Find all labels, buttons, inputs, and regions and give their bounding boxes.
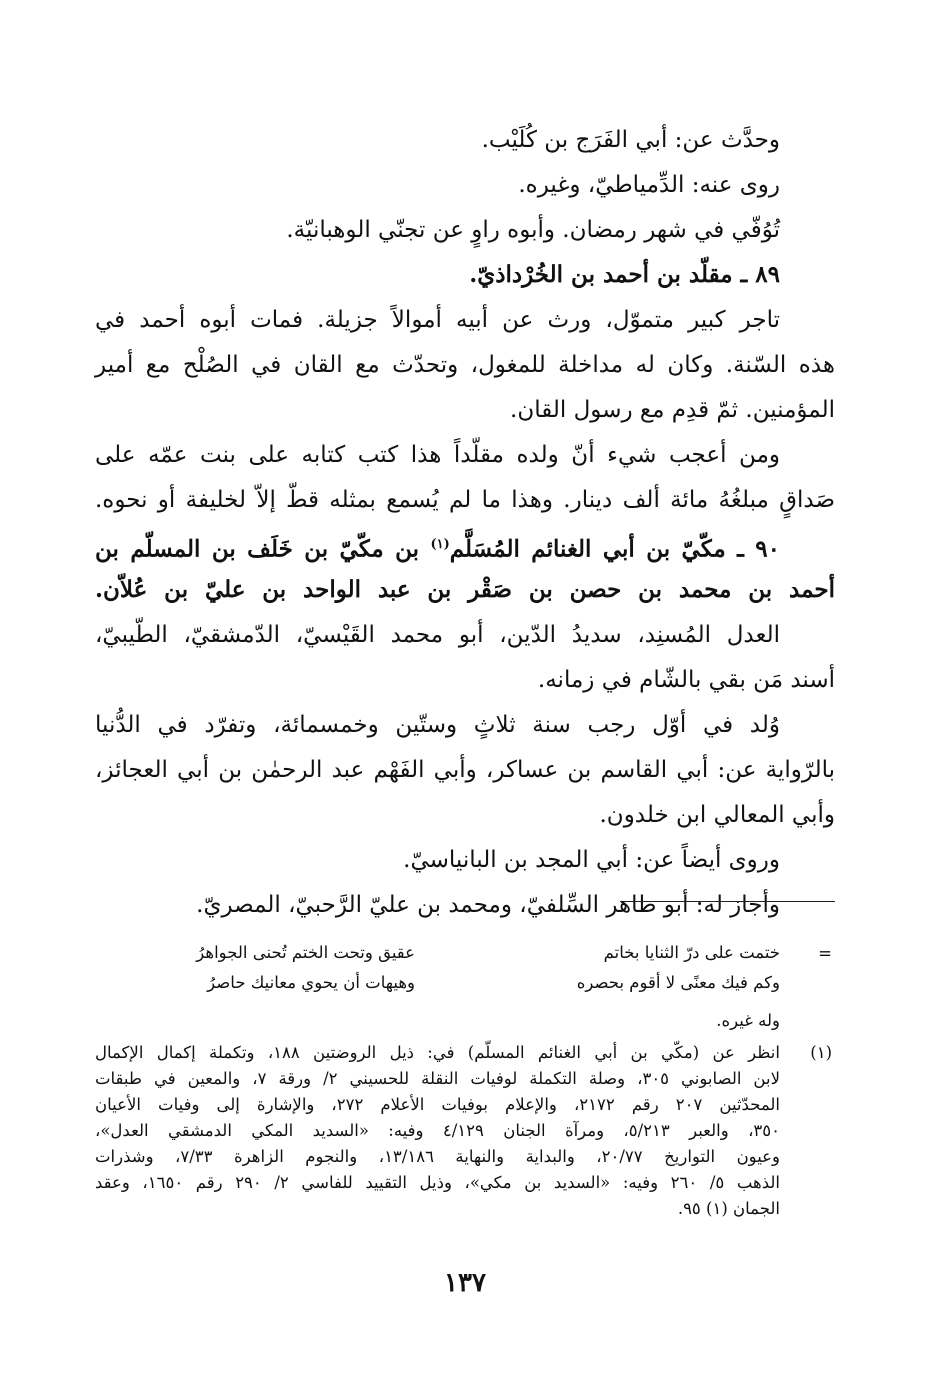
verse-hemistich: عقيق وتحت الختم تُحنى الجواهرُ — [196, 943, 415, 962]
verse-hemistich: وكم فيك معنًى لا أقوم بحصره — [576, 973, 780, 992]
page-number: ١٣٧ — [444, 1268, 486, 1298]
footnote-line: لابن الصابوني ٣٠٥، وصلة التكملة لوفيات النقلة للحسيني ٢/ ورقة ٧، والمعين في طبقات — [95, 1069, 780, 1088]
text-line: أسند مَن بقي بالشّام في زمانه. — [537, 667, 835, 693]
footnote-number: (١) — [810, 1043, 832, 1062]
entry-heading-90 — [95, 527, 780, 568]
verse-hemistich: وهيهات أن يحوي معانيك حاصرُ — [207, 973, 415, 992]
text-line: صَداقٍ مبلغُهُ مائة ألف دينار. وهذا ما لم يُسمع بمثله قطّ إلاّ لخليفة أو نحوه. — [95, 487, 835, 513]
heading-text: بن مكّيّ بن خَلَف بن المسلّم بن — [95, 535, 431, 563]
text-line: المؤمنين. ثمّ قدِم مع رسول القان. — [510, 397, 835, 423]
text-line: بالرّواية عن: أبي القاسم بن عساكر، وأبي الفَهْم عبد الرحمٰن بن أبي العجائز، — [95, 757, 835, 783]
continuation-mark: = — [818, 944, 832, 963]
text-line: روى عنه: الدِّمياطيّ، وغيره. — [518, 172, 780, 198]
verse-hemistich: ختمت على درّ الثنايا بخاتم — [603, 943, 780, 962]
footnote-ref: (١) — [430, 537, 450, 552]
text-line: وُلد في أوّل رجب سنة ثلاثٍ وستّين وخمسمائة، وتفرّد في الدُّنيا — [95, 712, 780, 738]
heading-text: ٩٠ ـ مكّيّ بن أبي الغنائم المُسَلَّم — [449, 535, 780, 563]
entry-heading-90-cont: أحمد بن محمد بن حصن بن صَقْر بن عبد الواحد بن عليّ بن عُلاّن. — [95, 576, 835, 603]
footnote-line: المحدّثين ٢٠٧ رقم ٢١٧٢، والإعلام بوفيات الأعلام ٢٧٢، والإشارة إلى وفيات الأعيان — [95, 1095, 780, 1114]
entry-heading-89: ٨٩ ـ مقلّد بن أحمد بن الخُرْداذيّ. — [469, 261, 780, 288]
footnote-line: انظر عن (مكّي بن أبي الغنائم المسلّم) في: ذيل الروضتين ١٨٨، وتكملة إكمال الإكمال — [95, 1043, 780, 1062]
text-line: العدل المُسنِد، سديدُ الدّين، أبو محمد القَيْسيّ، الدّمشقيّ، الطّيبيّ، — [95, 622, 780, 648]
text-line: تُوُفّي في شهر رمضان. وأبوه راوٍ عن تجنّي الوهبانيّة. — [286, 217, 780, 243]
text-line: ومن أعجب شيء أنّ ولده مقلّداً هذا كتب كتابه على بنت عمّه على — [95, 442, 780, 468]
footnote-line: الجمان (١) ٩٥. — [677, 1199, 780, 1218]
footnote-line: وعيون التواريخ ٢٠/٧٧، والبداية والنهاية ١٣/١٨٦، والنجوم الزاهرة ٧/٣٣، وشذرات — [95, 1147, 780, 1166]
footnote-line: ٣٥٠، والعبر ٥/٢١٣، ومرآة الجنان ٤/١٢٩ وفيه: «السديد المكي الدمشقي العدل»، — [95, 1121, 780, 1140]
text-line: وحدَّث عن: أبي الفَرَج بن كُلَيْب. — [481, 127, 780, 153]
footnote-line: وله غيره. — [716, 1011, 780, 1030]
text-line: وأجاز له: أبو طاهر السِّلفيّ، ومحمد بن عليّ الرَّحبيّ، المصريّ. — [196, 892, 780, 918]
footnote-line: الذهب ٥/ ٢٦٠ وفيه: «السديد بن مكي»، وذيل التقييد للفاسي ٢/ ٢٩٠ رقم ١٦٥٠، وعقد — [95, 1173, 781, 1192]
text-line: هذه السّنة. وكان له مداخلة للمغول، وتحدّث مع القان في الصُلْح مع أمير — [95, 352, 835, 378]
text-line: وروى أيضاً عن: أبي المجد بن البانياسيّ. — [403, 847, 780, 873]
footnote-separator — [620, 901, 835, 902]
text-line: وأبي المعالي ابن خلدون. — [599, 802, 835, 828]
text-line: تاجر كبير متموّل، ورث عن أبيه أموالاً جزيلة. فمات أبوه أحمد في — [95, 307, 780, 333]
